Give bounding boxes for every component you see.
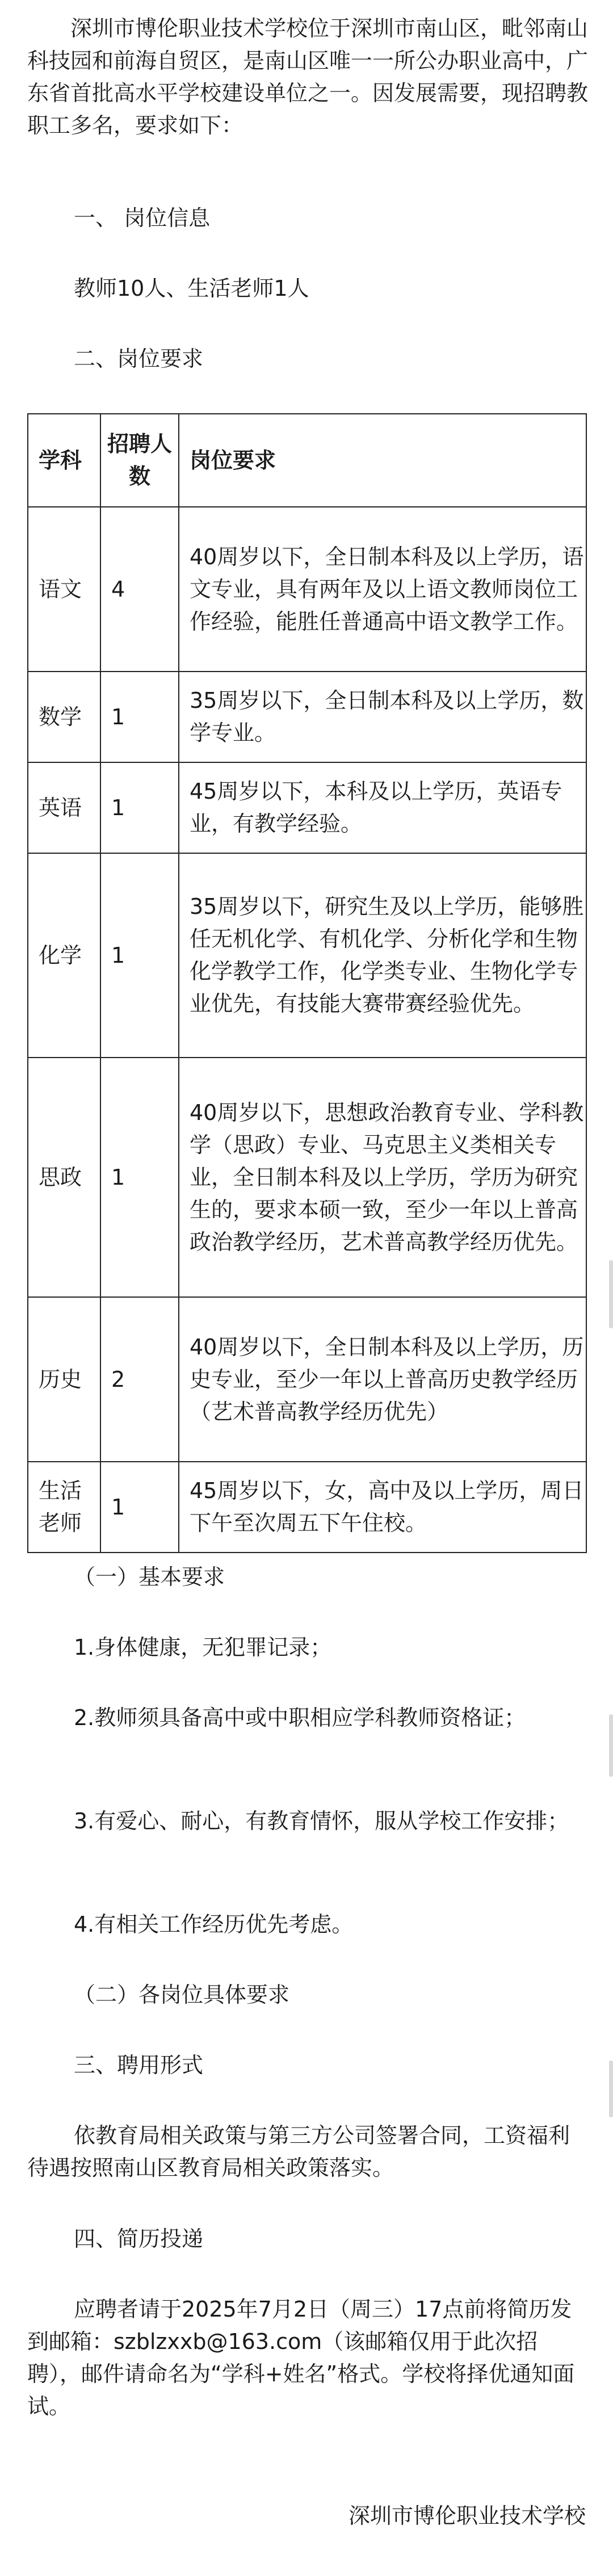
- cell-subject: 生活老师: [28, 1462, 100, 1553]
- cell-subject: 语文: [28, 507, 100, 672]
- table-row: [28, 853, 586, 1058]
- employment-body: 依教育局相关政策与第三方公司签署合同，工资福利待遇按照南山区教育局相关政策落实。: [27, 2123, 570, 2180]
- cell-requirement: 45周岁以下，本科及以上学历，英语专业，有教学经验。: [179, 762, 586, 853]
- cell-count: 2: [100, 1297, 179, 1462]
- section-1-body: 教师10人、生活老师1人: [74, 276, 309, 301]
- scroll-indicator: [609, 1260, 613, 1328]
- basic-requirements-title: （一）基本要求: [74, 1564, 225, 1589]
- resume-title: 四、简历投递: [74, 2226, 204, 2251]
- cell-count: 1: [100, 1058, 179, 1297]
- cell-count: 1: [100, 762, 179, 853]
- table-row: [28, 1058, 586, 1297]
- basic-item-2: 2.教师须具备高中或中职相应学科教师资格证；: [74, 1705, 526, 1730]
- basic-item-3: 3.有爱心、耐心，有教育情怀，服从学校工作安排；: [74, 1809, 569, 1834]
- cell-subject: 数学: [28, 672, 100, 762]
- table-row: [28, 507, 586, 672]
- cell-subject: 化学: [28, 853, 100, 1058]
- header-count: 招聘人数: [100, 414, 179, 507]
- cell-requirement: 35周岁以下，全日制本科及以上学历，数学专业。: [179, 672, 586, 762]
- section-2-title: 二、岗位要求: [74, 346, 204, 371]
- signature: 深圳市博伦职业技术学校: [348, 2503, 586, 2528]
- specific-requirements-title: （二）各岗位具体要求: [74, 1982, 290, 2007]
- cell-count: 4: [100, 507, 179, 672]
- cell-requirement: 40周岁以下，思想政治教育专业、学科教学（思政）专业、马克思主义类相关专业，全日制本科及以上学历，学历为研究生的，要求本硕一致，至少一年以上普高政治教学经历，艺术普高教学经历优先。: [179, 1058, 586, 1297]
- cell-subject: 思政: [28, 1058, 100, 1297]
- intro-paragraph: 深圳市博伦职业技术学校位于深圳市南山区，毗邻南山科技园和前海自贸区，是南山区唯一一所公办职业高中，广东省首批高水平学校建设单位之一。因发展需要，现招聘教职工多名，要求如下：: [27, 16, 589, 138]
- header-subject: 学科: [28, 414, 100, 507]
- table-row: [28, 1297, 586, 1462]
- cell-requirement: 45周岁以下，女，高中及以上学历，周日下午至次周五下午住校。: [179, 1462, 586, 1553]
- table-row: [28, 672, 586, 762]
- section-1-title: 一、 岗位信息: [74, 205, 211, 230]
- scroll-indicator: [609, 2061, 613, 2117]
- basic-item-1: 1.身体健康，无犯罪记录；: [74, 1635, 332, 1660]
- table-header-row: [28, 414, 586, 507]
- basic-item-4: 4.有相关工作经历优先考虑。: [74, 1912, 354, 1937]
- cell-subject: 英语: [28, 762, 100, 853]
- cell-requirement: 40周岁以下，全日制本科及以上学历，历史专业，至少一年以上普高历史教学经历（艺术普高教学经历优先）: [179, 1297, 586, 1462]
- resume-body: 应聘者请于2025年7月2日（周三）17点前将简历发到邮箱：szblzxxb@163.com（该邮箱仅用于此次招聘），邮件请命名为“学科+姓名”格式。学校将择优通知面试。: [27, 2297, 575, 2419]
- cell-subject: 历史: [28, 1297, 100, 1462]
- positions-table: [27, 413, 587, 1553]
- cell-requirement: 35周岁以下，研究生及以上学历，能够胜任无机化学、有机化学、分析化学和生物化学教学工作，化学类专业、生物化学专业优先，有技能大赛带赛经验优先。: [179, 853, 586, 1058]
- cell-count: 1: [100, 853, 179, 1058]
- cell-requirement: 40周岁以下，全日制本科及以上学历，语文专业，具有两年及以上语文教师岗位工作经验，能胜任普通高中语文教学工作。: [179, 507, 586, 672]
- cell-count: 1: [100, 672, 179, 762]
- scroll-indicator: [609, 1714, 613, 1777]
- header-requirement: 岗位要求: [179, 414, 586, 507]
- table-row: [28, 762, 586, 853]
- table-row: [28, 1462, 586, 1553]
- employment-title: 三、聘用形式: [74, 2053, 204, 2078]
- cell-count: 1: [100, 1462, 179, 1553]
